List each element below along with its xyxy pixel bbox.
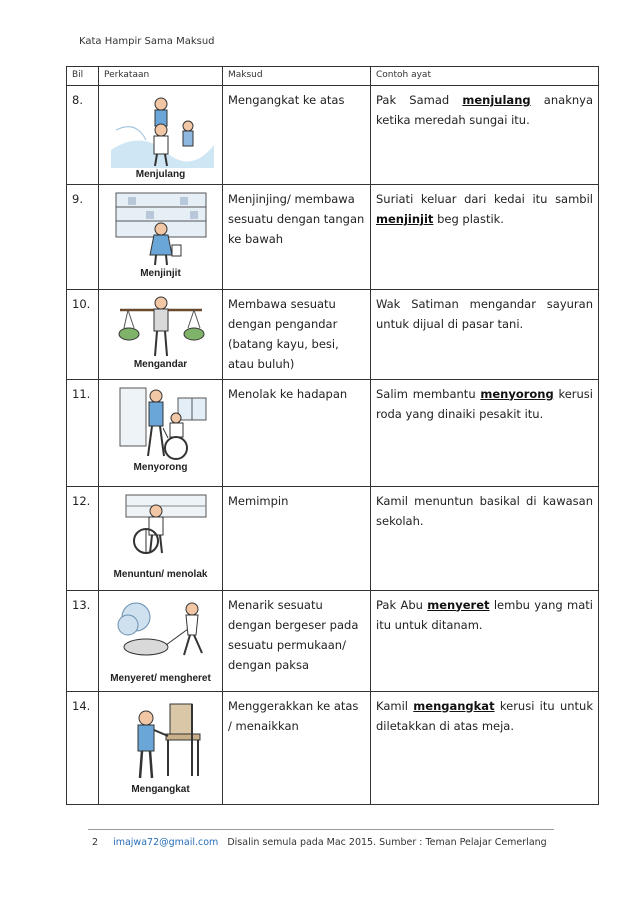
page-number: 2 xyxy=(92,837,99,848)
meaning-cell: Menjinjing/ membawa sesuatu dengan tangan ke bawah xyxy=(223,185,371,290)
illustration-menjulang xyxy=(106,90,216,180)
header-bil: Bil xyxy=(67,67,99,86)
illustration-caption: Mengangkat xyxy=(131,784,190,795)
table-header-row xyxy=(67,67,599,86)
keyword: menjulang xyxy=(462,93,531,107)
illustration-image xyxy=(106,491,216,557)
row-number: 12. xyxy=(67,486,99,590)
meaning-cell: Menggerakkan ke atas / menaikkan xyxy=(223,691,371,804)
table-row xyxy=(67,86,599,185)
row-number: 14. xyxy=(67,691,99,804)
illustration-mengandar xyxy=(106,294,216,370)
keyword: menyeret xyxy=(427,597,490,612)
page-footer xyxy=(92,837,547,848)
illustration-image xyxy=(106,696,216,782)
keyword: menyorong xyxy=(480,386,554,401)
illustration-mengangkat xyxy=(106,696,216,796)
header-maksud: Maksud xyxy=(223,67,371,86)
illustration-image xyxy=(106,90,216,168)
meaning-cell: Membawa sesuatu dengan pengandar (batang kayu, besi, atau buluh) xyxy=(223,290,371,380)
table-row xyxy=(67,691,599,804)
illustration-caption: Mengandar xyxy=(133,358,188,370)
example-sentence: Wak Satiman mengandar sayuran untuk dijual di pasar tani. xyxy=(371,290,599,380)
example-sentence: Kamil menuntun basikal di kawasan sekolah. xyxy=(371,486,599,590)
example-sentence: Suriati keluar dari kedai itu sambil menjinjit beg plastik. xyxy=(371,185,599,290)
illustration-image xyxy=(106,384,216,462)
illustration-menyorong xyxy=(106,384,216,474)
table-row xyxy=(67,590,599,691)
illustration-caption: Menjulang xyxy=(135,168,186,180)
row-number: 11. xyxy=(67,379,99,486)
illustration-menjinjit xyxy=(106,189,216,279)
header-perkataan: Perkataan xyxy=(99,67,223,86)
illustration-image xyxy=(106,189,216,267)
illustration-image xyxy=(106,294,216,358)
table-row xyxy=(67,379,599,486)
row-number: 13. xyxy=(67,590,99,691)
example-sentence: Pak Samad menjulang anaknya ketika meredah sungai itu. xyxy=(371,86,599,185)
table-row xyxy=(67,185,599,290)
meaning-cell: Mengangkat ke atas xyxy=(223,86,371,185)
keyword: menjinjit xyxy=(376,212,434,227)
table-row xyxy=(67,486,599,590)
illustration-image xyxy=(106,595,216,659)
keyword: mengangkat xyxy=(413,698,495,713)
vocabulary-table xyxy=(66,66,599,805)
illustration-caption: Menyorong xyxy=(133,462,188,473)
row-number: 8. xyxy=(67,86,99,185)
meaning-cell: Menolak ke hadapan xyxy=(223,379,371,486)
document-title: Kata Hampir Sama Maksud xyxy=(79,36,215,47)
table-row xyxy=(67,290,599,380)
meaning-cell: Menarik sesuatu dengan bergeser pada sesuatu permukaan/ dengan paksa xyxy=(223,590,371,691)
illustration-menyeret xyxy=(106,595,216,685)
row-number: 9. xyxy=(67,185,99,290)
illustration-menuntun xyxy=(106,491,216,581)
illustration-caption: Menuntun/ menolak xyxy=(113,569,208,580)
illustration-caption: Menjinjit xyxy=(140,267,181,279)
header-contoh-ayat: Contoh ayat xyxy=(371,67,599,86)
footer-email-link[interactable]: imajwa72@gmail.com xyxy=(113,837,219,848)
meaning-cell: Memimpin xyxy=(223,486,371,590)
footer-divider xyxy=(88,829,554,830)
example-sentence: Kamil mengangkat kerusi itu untuk diletakkan di atas meja. xyxy=(371,691,599,804)
row-number: 10. xyxy=(67,290,99,380)
example-sentence: Pak Abu menyeret lembu yang mati itu untuk ditanam. xyxy=(371,590,599,691)
illustration-caption: Menyeret/ mengheret xyxy=(110,673,211,684)
example-sentence: Salim membantu menyorong kerusi roda yang dinaiki pesakit itu. xyxy=(371,379,599,486)
footer-note: Disalin semula pada Mac 2015. Sumber : Teman Pelajar Cemerlang xyxy=(227,837,547,848)
